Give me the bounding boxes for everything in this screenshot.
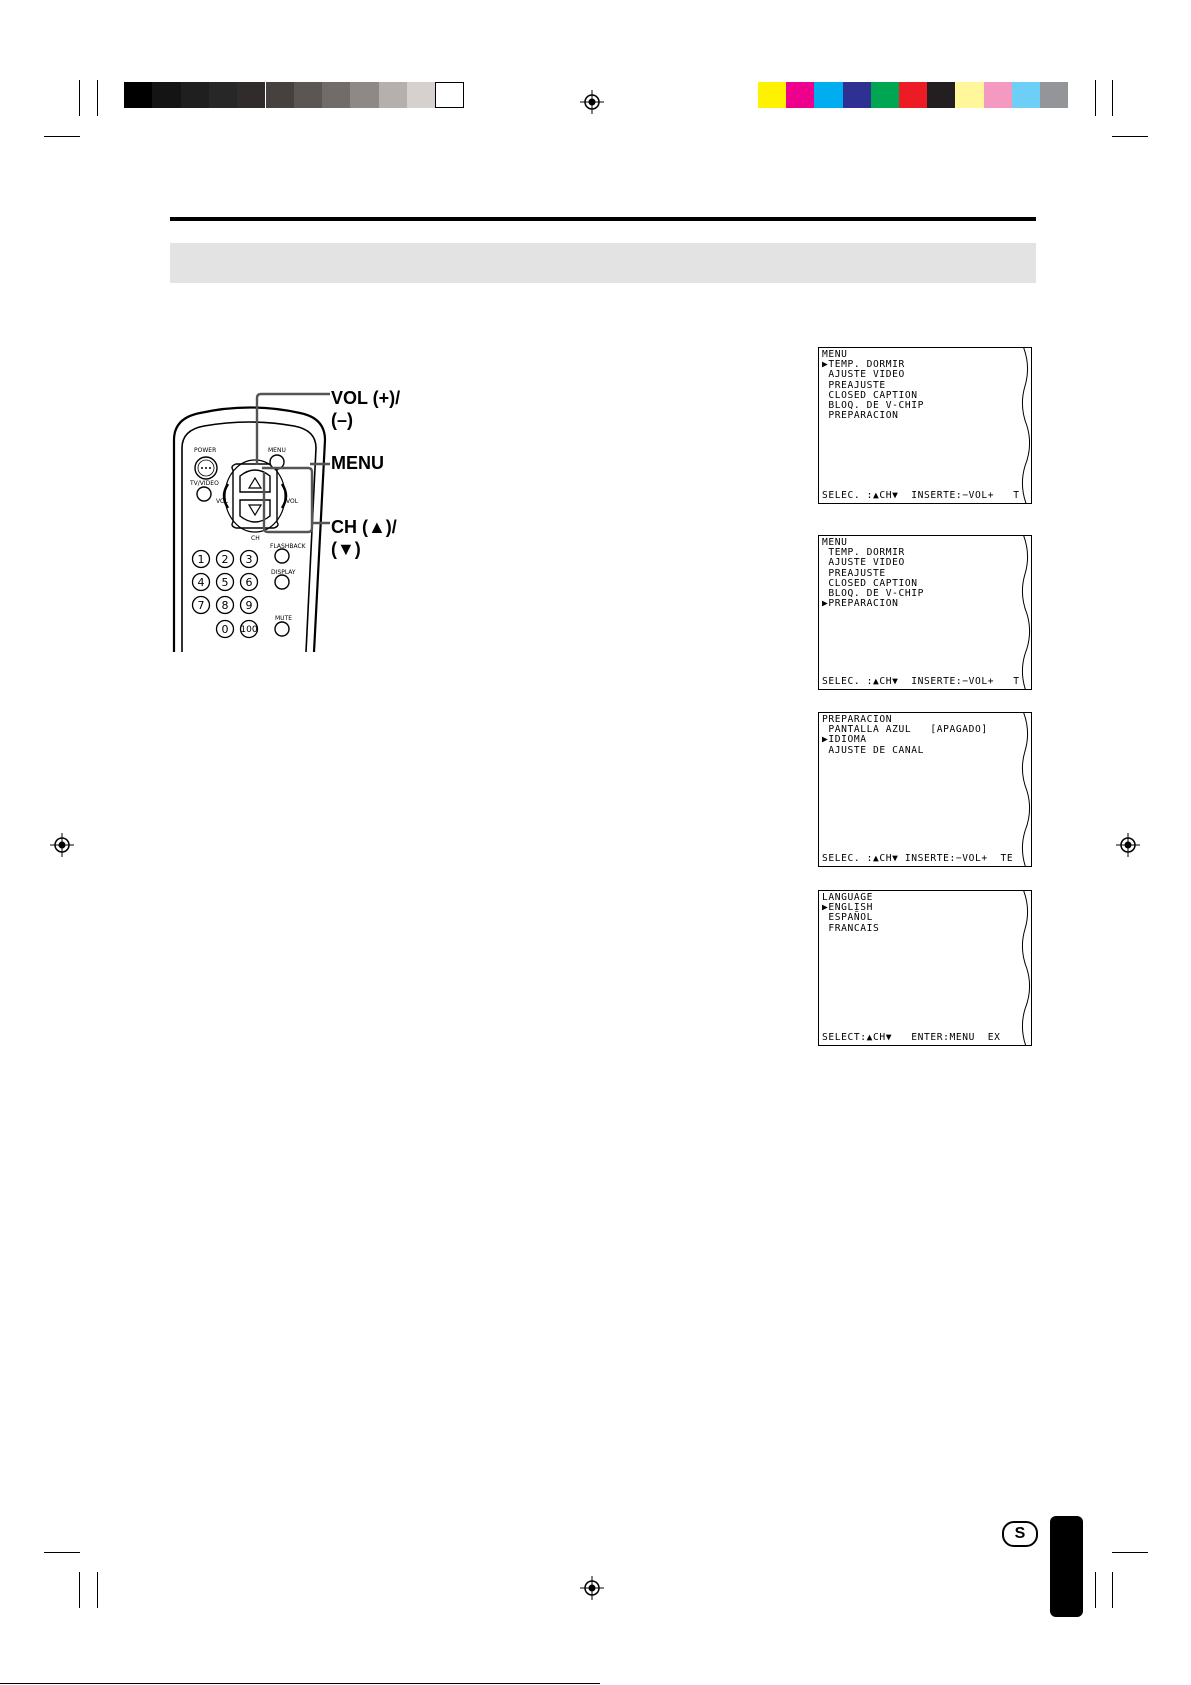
osd-line: PREPARACION (822, 714, 893, 725)
crop-mark (1112, 1552, 1148, 1553)
color-swatch (899, 82, 927, 108)
osd-line: BLOQ. DE V-CHIP (822, 399, 925, 411)
grayscale-swatch (379, 82, 407, 108)
osd-line: LANGUAGE (822, 892, 874, 903)
grayscale-swatch (181, 82, 209, 108)
color-swatch (984, 82, 1012, 108)
crop-mark (1112, 80, 1113, 116)
color-swatch (927, 82, 955, 108)
svg-text:6: 6 (245, 576, 253, 589)
osd-line: FRANCAIS (822, 922, 880, 934)
osd-line: ESPAÑOL (822, 912, 874, 924)
registration-mark-icon (580, 90, 604, 114)
osd-footer: SELEC. :▲CH▼ INSERTE:−VOL+ T (822, 675, 1020, 687)
svg-text:9: 9 (245, 599, 253, 612)
osd-screen-language (818, 890, 1032, 1046)
osd-line: ▶TEMP. DORMIR (822, 359, 905, 371)
callout-vol: VOL (+)/ (–) (331, 388, 401, 430)
osd-screen-menu-preparacion (818, 535, 1032, 690)
svg-text:4: 4 (197, 576, 205, 589)
grayscale-swatch (237, 82, 265, 108)
color-swatch (1012, 82, 1040, 108)
digit-label: 1 (197, 553, 205, 566)
crop-mark (44, 1552, 80, 1553)
osd-line: PREAJUSTE (822, 567, 886, 579)
svg-text:MUTE: MUTE (275, 615, 293, 622)
color-swatch (955, 82, 983, 108)
osd-line: ▶ENGLISH (822, 902, 874, 914)
color-swatch (871, 82, 899, 108)
header-rule (170, 217, 1036, 221)
crop-mark (1112, 1572, 1113, 1608)
svg-text:5: 5 (221, 576, 229, 589)
crop-mark (1095, 80, 1096, 116)
svg-text:8: 8 (221, 599, 229, 612)
svg-text:VOL: VOL (216, 498, 229, 505)
osd-screen-menu (818, 347, 1032, 504)
color-swatch (786, 82, 814, 108)
trim-line (0, 1683, 600, 1684)
svg-text:100: 100 (240, 625, 258, 635)
svg-text:TV/VIDEO: TV/VIDEO (190, 480, 219, 487)
osd-footer: SELEC. :▲CH▼ INSERTE:−VOL+ T (822, 489, 1020, 501)
language-badge: S (1002, 1521, 1038, 1547)
grayscale-swatch (350, 82, 378, 108)
osd-line: CLOSED CAPTION (822, 577, 918, 589)
osd-line: TEMP. DORMIR (822, 547, 905, 559)
crop-mark (97, 1572, 98, 1608)
osd-line: ▶PREPARACION (822, 598, 899, 610)
osd-line: MENU (822, 537, 848, 548)
svg-text:7: 7 (197, 599, 205, 612)
grayscale-swatch (209, 82, 237, 108)
svg-text:0: 0 (221, 623, 229, 636)
grayscale-swatch (407, 82, 435, 108)
osd-line: CLOSED CAPTION (822, 389, 918, 401)
crop-mark (79, 1572, 80, 1608)
osd-line: PREAJUSTE (822, 379, 886, 391)
svg-text:3: 3 (245, 553, 253, 566)
osd-line: ▶IDIOMA (822, 734, 867, 746)
registration-mark-icon (580, 1576, 604, 1600)
grayscale-swatch (266, 82, 294, 108)
svg-text:VOL: VOL (286, 498, 299, 505)
callout-menu: MENU (331, 453, 384, 473)
grayscale-swatch (152, 82, 180, 108)
crop-mark (79, 80, 80, 116)
osd-line: BLOQ. DE V-CHIP (822, 587, 925, 599)
svg-text:POWER: POWER (194, 447, 217, 454)
grayscale-swatch (124, 82, 152, 108)
grayscale-swatch (435, 82, 463, 108)
osd-footer: SELEC. :▲CH▼ INSERTE:−VOL+ TE (822, 852, 1014, 864)
osd-line: PANTALLA AZUL [APAGADO] (822, 724, 988, 736)
color-swatch (758, 82, 786, 108)
registration-mark-icon (50, 833, 74, 857)
osd-footer: SELECT:▲CH▼ ENTER:MENU EX (822, 1031, 1001, 1043)
svg-text:FLASHBACK: FLASHBACK (270, 543, 306, 550)
color-swatch (1040, 82, 1068, 108)
svg-text:2: 2 (221, 553, 229, 566)
grayscale-swatch (322, 82, 350, 108)
crop-mark (1095, 1572, 1096, 1608)
color-swatch (814, 82, 842, 108)
crop-mark (1112, 136, 1148, 137)
osd-line: PREPARACION (822, 410, 899, 422)
callout-ch: CH (▲)/ (▼) (331, 517, 397, 559)
osd-line: AJUSTE DE CANAL (822, 744, 925, 756)
svg-text:DISPLAY: DISPLAY (271, 569, 296, 576)
osd-line: AJUSTE VIDEO (822, 557, 905, 569)
svg-text:MENU: MENU (268, 447, 286, 454)
osd-screen-preparacion (818, 712, 1032, 867)
registration-mark-icon (1116, 833, 1140, 857)
section-band (170, 243, 1036, 283)
crop-mark (97, 80, 98, 116)
grayscale-swatch (294, 82, 322, 108)
osd-line: AJUSTE VIDEO (822, 369, 905, 381)
color-swatch (843, 82, 871, 108)
callout-lines (230, 390, 340, 540)
svg-text:CH: CH (251, 535, 260, 542)
side-tab (1050, 1516, 1083, 1617)
osd-line: MENU (822, 349, 848, 360)
crop-mark (44, 136, 80, 137)
